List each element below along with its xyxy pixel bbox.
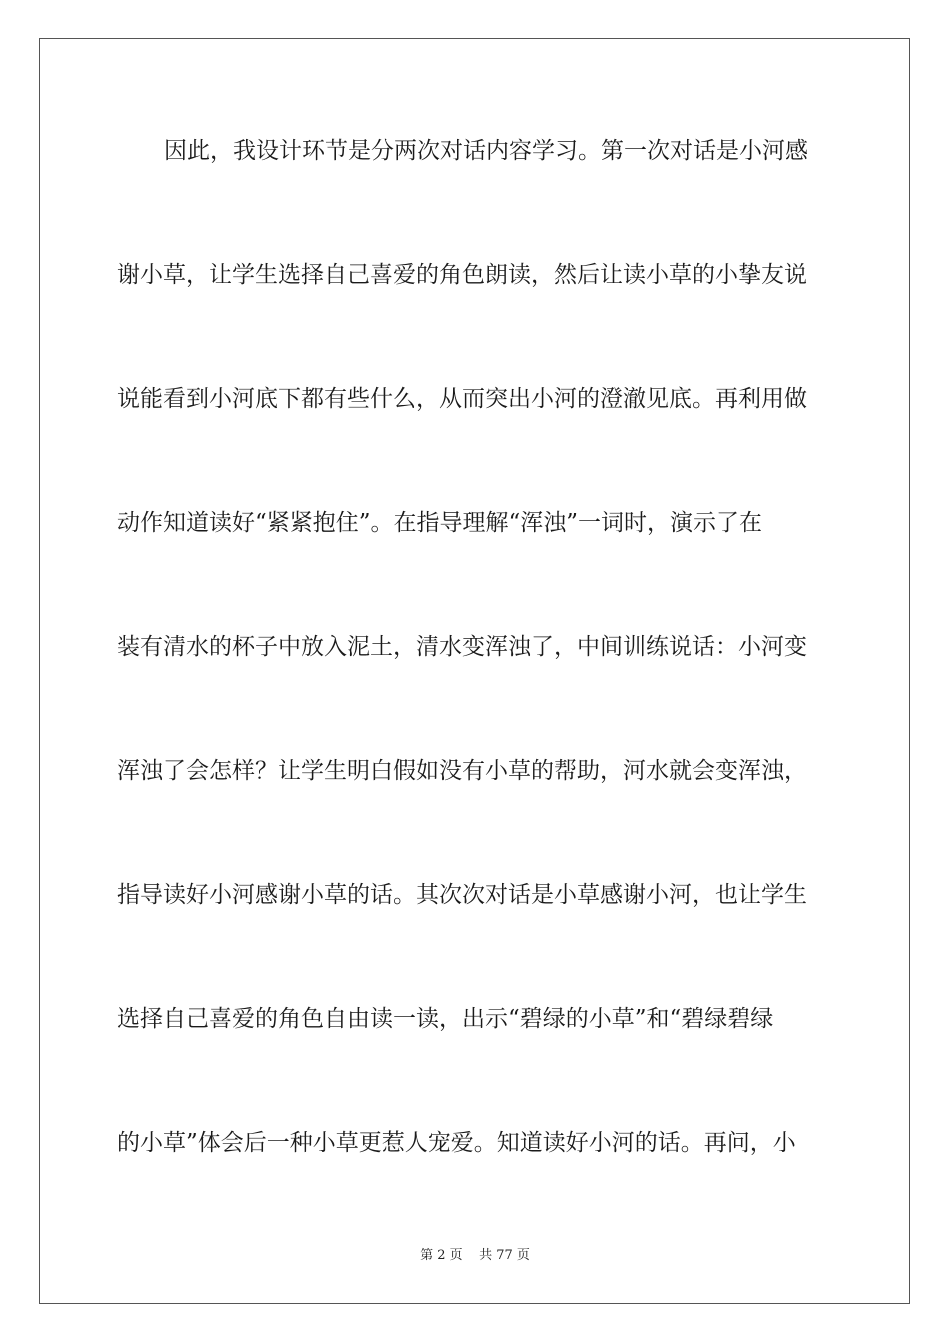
paragraph-line-3: 说能看到小河底下都有些什么，从而突出小河的澄澈见底。再利用做 (117, 386, 807, 412)
paragraph-line-6: 浑浊了会怎样？让学生明白假如没有小草的帮助，河水就会变浑浊， (117, 758, 807, 784)
paragraph-line-9: 的小草”体会后一种小草更惹人宠爱。知道读好小河的话。再问，小 (117, 1130, 796, 1156)
paragraph-line-1: 因此，我设计环节是分两次对话内容学习。第一次对话是小河感 (164, 138, 808, 164)
paragraph-line-7: 指导读好小河感谢小草的话。其次次对话是小草感谢小河，也让学生 (117, 882, 807, 908)
paragraph-line-5: 装有清水的杯子中放入泥土，清水变浑浊了，中间训练说话：小河变 (117, 634, 807, 660)
paragraph-line-2: 谢小草，让学生选择自己喜爱的角色朗读，然后让读小草的小挚友说 (117, 262, 807, 288)
paragraph-line-4: 动作知道读好“紧紧抱住”。在指导理解“浑浊”一词时，演示了在 (117, 510, 763, 536)
paragraph-line-8: 选择自己喜爱的角色自由读一读，出示“碧绿的小草”和“碧绿碧绿 (117, 1006, 774, 1032)
document-body (117, 120, 833, 1236)
page-number-footer: 第 2 页 共 77 页 (420, 1248, 530, 1263)
